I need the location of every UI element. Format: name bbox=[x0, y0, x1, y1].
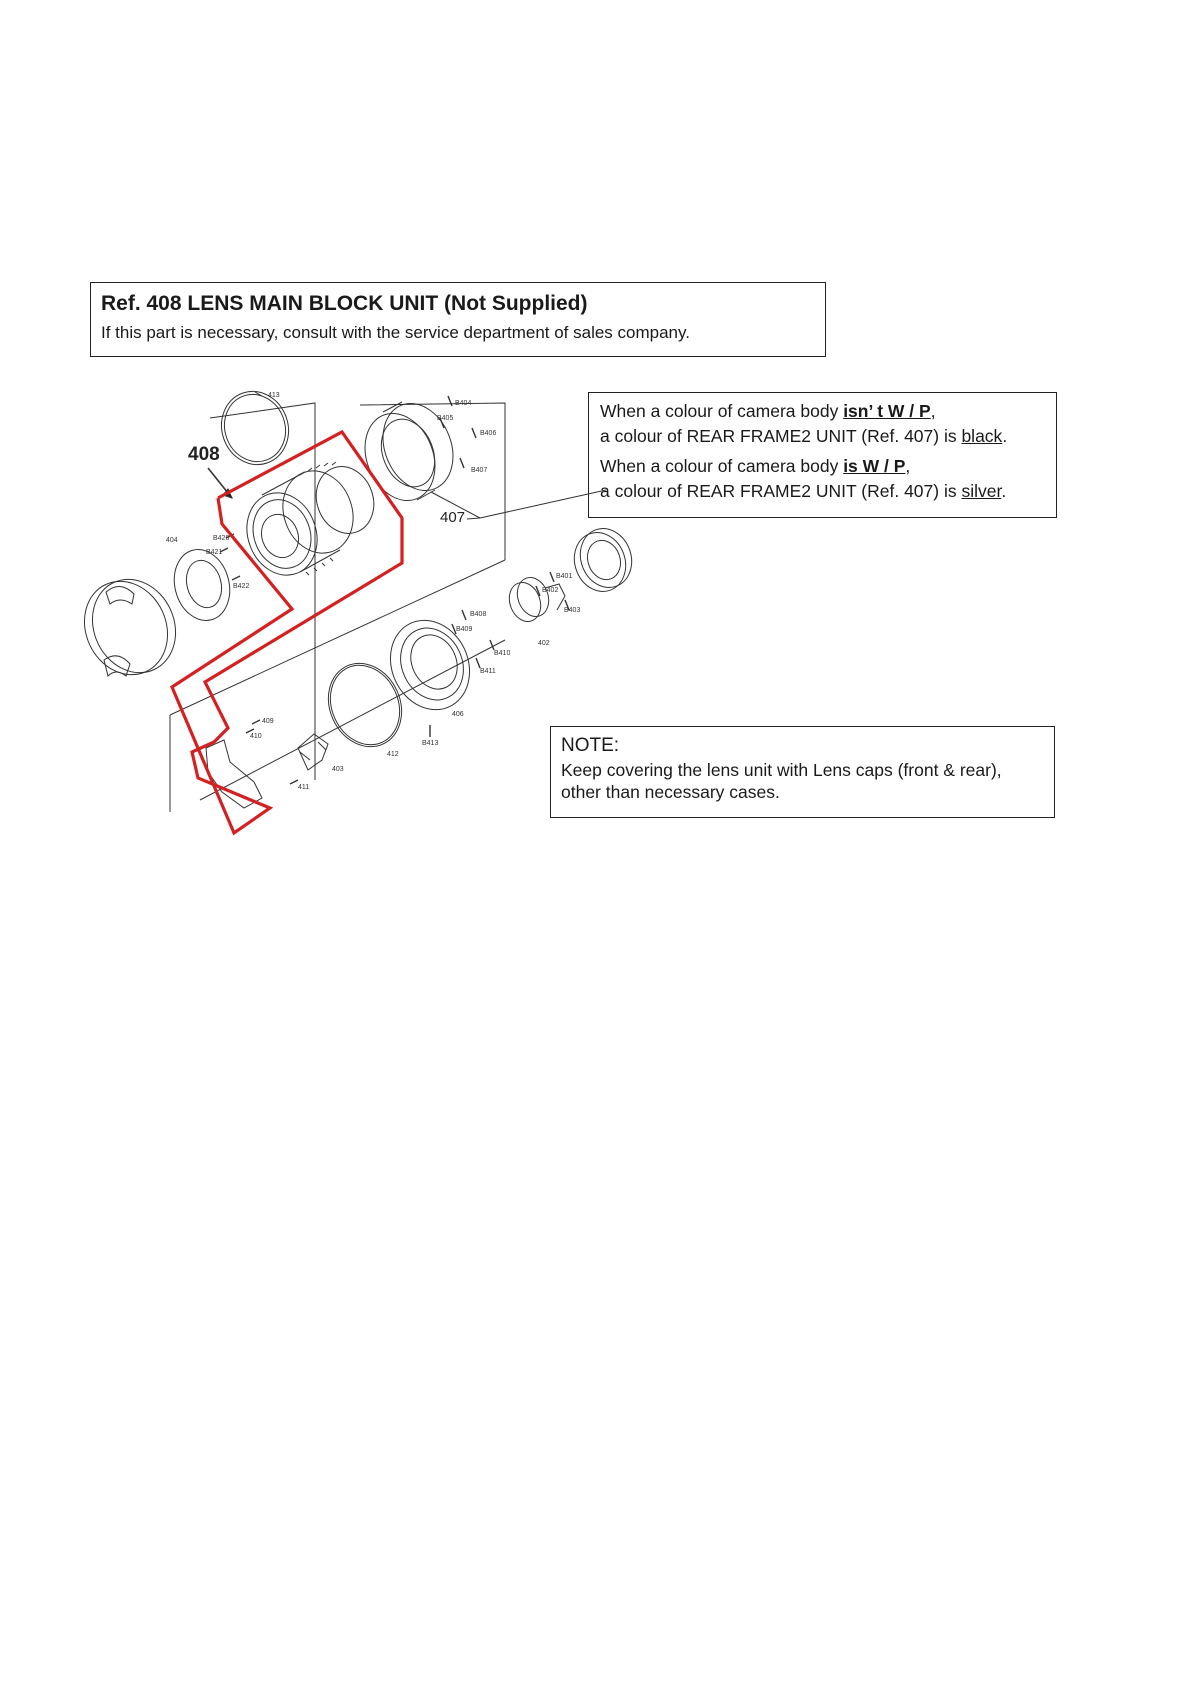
part-403 bbox=[298, 734, 328, 770]
label-b403: B403 bbox=[564, 607, 581, 614]
label-409: 409 bbox=[262, 718, 274, 725]
label-b422: B422 bbox=[233, 583, 250, 590]
part-rear-ring bbox=[566, 525, 634, 598]
part-408-highlight bbox=[172, 432, 402, 833]
part-409-bracket bbox=[206, 740, 262, 808]
part-406-mount bbox=[376, 607, 487, 722]
label-406: 406 bbox=[452, 711, 464, 718]
label-b408: B408 bbox=[470, 611, 487, 618]
colour-note-line-4: a colour of REAR FRAME2 UNIT (Ref. 407) is silver. bbox=[600, 480, 1007, 501]
label-b411: B411 bbox=[480, 668, 496, 675]
ref-title: Ref. 408 LENS MAIN BLOCK UNIT (Not Supplied) bbox=[101, 292, 588, 315]
note-title: NOTE: bbox=[561, 735, 620, 756]
colour-note-line-3: When a colour of camera body is W / P, bbox=[600, 456, 911, 476]
colour-note-line-1: When a colour of camera body isn’ t W / P, bbox=[600, 401, 936, 421]
part-402 bbox=[504, 578, 546, 626]
guide-line-1 bbox=[170, 560, 505, 715]
part-408-lens bbox=[236, 483, 329, 585]
ref-subtitle: If this part is necessary, consult with the service department of sales company. bbox=[101, 323, 690, 342]
label-b404: B404 bbox=[455, 400, 472, 407]
label-410: 410 bbox=[250, 733, 262, 740]
label-407: 407 bbox=[440, 509, 466, 526]
label-411: 411 bbox=[298, 784, 310, 791]
label-412: 412 bbox=[387, 751, 399, 758]
label-b420: B420 bbox=[213, 535, 230, 542]
label-b413: B413 bbox=[422, 740, 439, 747]
note-line-1: Keep covering the lens unit with Lens caps (front & rear), bbox=[561, 760, 1002, 780]
note-line-2: other than necessary cases. bbox=[561, 782, 780, 802]
label-413: 413 bbox=[268, 392, 280, 399]
label-b401: B401 bbox=[556, 573, 573, 580]
colour-note-line-2: a colour of REAR FRAME2 UNIT (Ref. 407) is black. bbox=[600, 425, 1008, 446]
label-404: 404 bbox=[166, 537, 178, 544]
label-b410: B410 bbox=[494, 650, 511, 657]
label-402: 402 bbox=[538, 640, 550, 647]
label-408: 408 bbox=[188, 444, 220, 465]
label-b409: B409 bbox=[456, 626, 473, 633]
label-b407: B407 bbox=[471, 467, 488, 474]
label-b405: B405 bbox=[437, 415, 454, 422]
label-403: 403 bbox=[332, 766, 344, 773]
part-412-ring bbox=[315, 651, 415, 759]
part-404-ring bbox=[167, 543, 238, 627]
label-b406: B406 bbox=[480, 430, 497, 437]
label-b402: B402 bbox=[542, 587, 559, 594]
label-b421: B421 bbox=[206, 549, 223, 556]
